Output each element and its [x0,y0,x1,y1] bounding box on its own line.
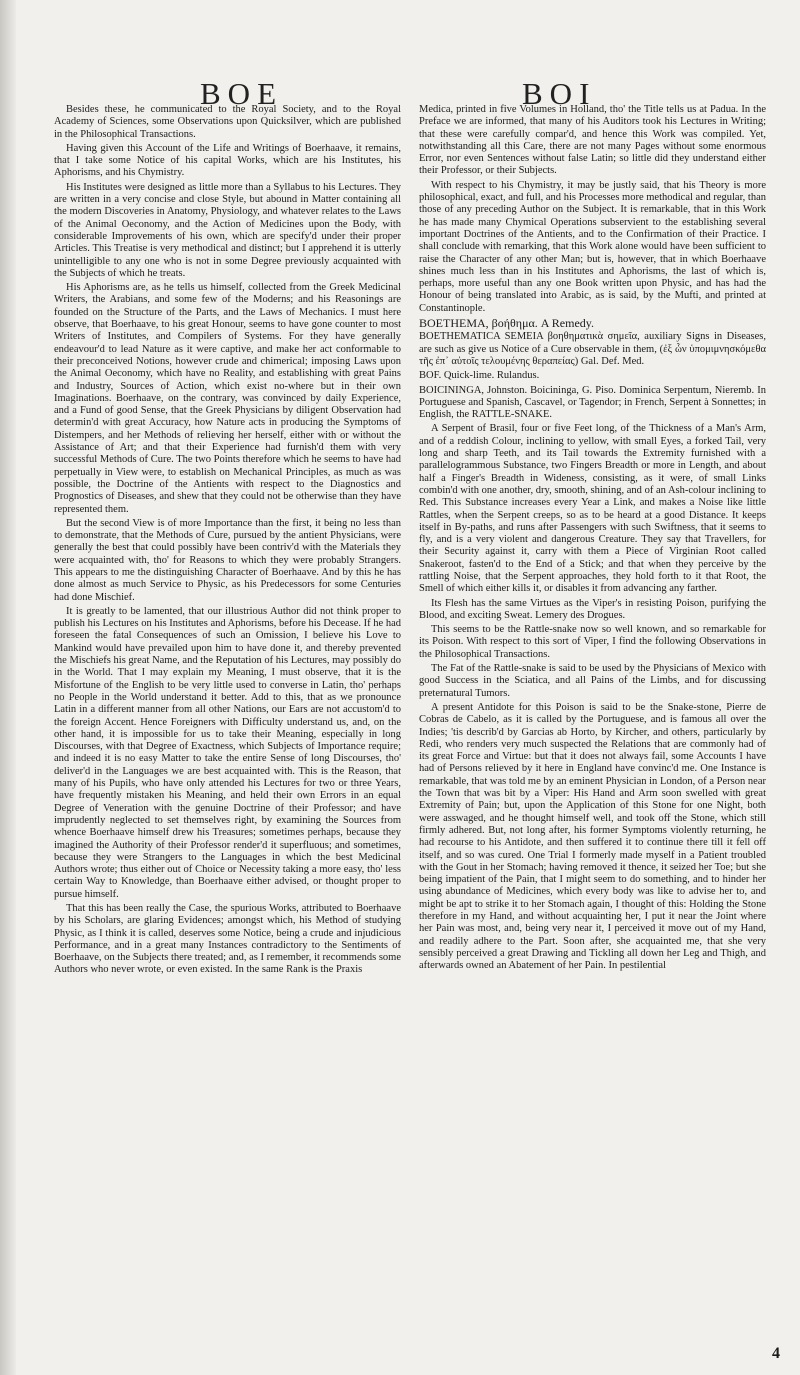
dictionary-entry: BOF. Quick-lime. Rulandus. [419,370,540,382]
paragraph: But the second View is of more Importance than the first, it being no less than to demonstrate, that the Methods of Cure, pursued by the antient Physicians, were generally the best that could possibly have been contriv'd with the Materials they were acquainted with, tho' for Reasons to which they were probably Strangers. This appears to me the distinguishing Character of Boerhaave. And by this he has done almost as much Service to Physic, as his Predecessors for some Centuries had done Mischief. [54,517,401,603]
paragraph: The Fat of the Rattle-snake is said to be used by the Physicians of Mexico with good Success in the Sciatica, and all Pains of the Limbs, and for discussing preternatural Tumors. [419,663,766,699]
paragraph: His Institutes were designed as little more than a Syllabus to his Lectures. They are written in a very concise and close Style, but abound in Matter containing all the modern Discoveries in Anatomy, Physiology, and whatever relates to the Laws of the Animal Oeconomy, and the Action of Medicines upon the Body, with considerable Improvements of his own, which are specify'd under their proper Articles. This Treatise is very methodical and distinct; but I apprehend it is utterly unintelligible to any one who is not in some Degree previously acquainted with the Subjects of which he treats. [54,181,401,279]
paragraph: This seems to be the Rattle-snake now so well known, and so remarkable for its Poison. With respect to this sort of Viper, I find the following Observations in the Philosophical Transactions. [419,624,766,660]
paragraph: A Serpent of Brasil, four or five Feet long, of the Thickness of a Man's Arm, and of a reddish Colour, inclining to yellow, with small Eyes, a forked Tail, very long and sharp Teeth, and its Tail towards the Extremity furnished with a parallelogrammous Substance, two Fingers Breadth or more in Length, and about half a Finger's Breadth in Wideness, consisting, as it were, of small Links combin'd with one another, dry, smooth, shining, and of an Ash-colour inclining to Red. This Substance increases every Year a Link, and makes a Noise like little Rattles, when the Serpent creeps, so as to be heard at a good Distance. It keeps itself in By-paths, and runs after Passengers with such Swiftness, that it seems to fly, and is a very violent and dangerous Creature. They say that Travellers, for their Security against it, carry with them a Piece of Virginian Root called Snakeroot, fasten'd to the End of a Stick; and that when they perceive by the rattling Noise, that the Serpent approaches, they hold forth to it that Root, the Smell of which either kills it, or disables it from advancing any farther. [419,423,766,595]
dictionary-entry: BOICININGA, Johnston. Boicininga, G. Piso. Dominica Serpentum, Nieremb. In Portuguese and Spanish, Cascavel, or Tagendor; in French, Serpent à Sonnettes; in English, the RATTLE-SNAKE. [419,384,766,421]
dictionary-entry: BOETHEMATICA SEMEIA βοηθηματικὰ σημεῖα, auxiliary Signs in Diseases, are such as give us Notice of a Cure observable in them, (ἐξ ὧν ὑπομιμνησκόμεθα τῆς ἐπ᾽ αὐτοῖς τελουμένης θεραπείας) Gal. Def. Med. [419,331,766,367]
paragraph: His Aphorisms are, as he tells us himself, collected from the Greek Medicinal Writers, the Arabians, and some few of the Moderns; and his Reasonings are founded on the Structure of the Parts, and the Laws of Mechanics. I must here observe, that Boerhaave, to his great Honour, seems to have gone counter to most Writers of Institutes, and Compilers of Systems. For they have generally endeavour'd to lead Nature as it were captive, and make her act conformable to their preconceived Notions, however crude and chimerical; imposing Laws upon the Animal Oeconomy, which have no Reality, and establishing with great Pains and Industry, Sources of Action, which exist no-where but in their own Imaginations. Boerhaave, on the contrary, was convinced by daily Experience, and a Fund of good Sense, that the Greek Physicians by diligent Observation had determin'd with great Accuracy, how Nature acts in producing the Symptoms of Distempers, and her Methods of relieving her herself, either with or without the Assistance of Art; and that their Experience had furnish'd them with very successful Methods of Cure. The two Points therefore which he seems to have had perpetually in View were, to establish on Mechanical Principles, as much as was possible, the Doctrine of the Antients with respect to the Diagnostics and Prognostics of Diseases, and shew that they could not be otherwise than they have represented them. [54,282,401,515]
paragraph: Besides these, he communicated to the Royal Society, and to the Royal Academy of Sciences, some Observations upon Quicksilver, which are published in the Philosophical Transactions. [54,104,401,140]
header-left-word: BOE [200,76,283,111]
left-column [54,104,401,979]
paragraph: Its Flesh has the same Virtues as the Viper's in resisting Poison, purifying the Blood, and exciting Sweat. Lemery des Drogues. [419,597,766,621]
dictionary-entry: BOETHEMA, βοήθημα. A Remedy. [419,316,595,331]
paragraph: That this has been really the Case, the spurious Works, attributed to Boerhaave by his Scholars, are glaring Evidences; amongst which, his Method of studying Physic, as I think it is called, deserves some Notice, being a crude and injudicious Performance, and in a great many Instances contradictory to the Sentiments of Boerhaave, on the Subjects there treated; and, as I remember, it recommends some Authors who never wrote, or even existed. In the same Rank is the Praxis [54,903,401,976]
page-gutter-shadow [0,0,16,1375]
paragraph: A present Antidote for this Poison is said to be the Snake-stone, Pierre de Cobras de Cabelo, as it is called by the Portuguese, and is famous all over the Indies; 'tis describ'd by Garcias ab Horto, by Kircher, and others, particularly by Redi, who renders very much suspected the Relations that are commonly had of its great Force and Virtue: but that it does not always fail, some Accounts I have had of Persons relieved by it here in England have convinc'd me. One Instance is remarkable, that was told me by an eminent Physician in London, of a Person near the Town that was bit by a Viper: His Hand and Arm soon swelled with great Extremity of Pain; but, upon the Application of this Stone for one Night, both were asswaged, and he thought himself well, and took off the Stone, which still firmly adhered. But, not long after, his former Symptoms violently returning, he had recourse to his Antidote, and then suffered it to continue there till it fell off itself, and so was cured. One Trial I formerly made myself in a Patient troubled with the Gout in her Stomach; having removed it thence, it seized her Toe; but she being impatient of the Pain, that I might seem to do something, and to hinder her using abundance of Medicines, which every body was like to advise her to, and might be apt to strike it to her Stomach again, I thought of this: Holding the Stone therefore in my Hand, and without acquainting her, I put it near the Joint where her Pain was most, and, being very near it, I perceived it move out of my Hand, and readily adhere to the Part. Soon after, she acquainted me, that she very sensibly perceived a great Drawing and Tickling all down her Leg and Thigh, and afterwards owned an Abatement of her Pain. In pestilential [419,701,766,972]
paragraph: It is greatly to be lamented, that our illustrious Author did not think proper to publish his Lectures on his Institutes and Aphorisms, before his Decease. If he had foreseen the fatal Consequences of such an Omission, I believe his Love to Mankind would have prevailed upon him to have done it, and thereby prevented the Mischiefs his great Name, and the Reputation of his Lectures, may possibly do in the World. That I may explain my Meaning, I must observe, that it is the Misfortune of the English to be very little used to converse in Latin, tho' perhaps no People in the World understand it better. Add to this, that as we pronounce Latin in a different manner from all other Nations, our Ears are not accustom'd to the foreign Accent. Hence Foreigners with Difficulty understand us, and, on the other hand, it is impossible for us to take their Meaning, especially in long Discourses, with that Degree of Exactness, which Subjects of Importance require; and indeed it is no easy Matter to take the entire Sense of long Discourses, tho' deliver'd in the Languages we are best acquainted with. This is the Reason, that many of his Pupils, who have only attended his Lectures for two or three Years, have frequently mistaken his Meaning, and held their own Errors in an equal Degree of Veneration with the genuine Doctrine of their Professor; and have imprudently neglected to set themselves right, by examining the Sources from whence Boerhaave himself drew his Treasures; sometimes perhaps, because they imagined the Authority of their Professor render'd it superfluous; and sometimes, because they were Strangers to the Languages in which the best Medicinal Authors wrote; thus either out of Choice or Necessity taking a more easy, tho' less certain Way to Knowledge, than Boerhaave either advised, or thought proper to pursue himself. [54,605,401,900]
paragraph: With respect to his Chymistry, it may be justly said, that his Theory is more philosophical, exact, and full, and his Processes more methodical and regular, than those of any preceding Author on the Subject. It is remarkable, that in this Work he has made many Chymical Operations subservient to the establishing several important Doctrines of the Antients, and to the Confirmation of their Practice. I shall conclude with remarking, that this Work alone would have been sufficient to raise the Character of any other Man; but is, however, that in which Boerhaave shines much less than in his Institutes and Aphorisms, the last of which is, perhaps, more useful than any one Book written upon Physic, and has had the Honour of being translated into Arabic, as is said, by the Mufti, and printed at Constantinople. [419,179,766,314]
paragraph: Medica, printed in five Volumes in Holland, tho' the Title tells us at Padua. In the Preface we are informed, that many of his Auditors took his Lectures in Writing; that these were carefully compar'd, and hence this Work was compiled. Yet, notwithstanding all this Care, there are not many Pages without some enormous Error, nor even Sentences without false Latin; so little did they understand either their Professor, or their Subjects. [419,104,766,177]
right-column [419,104,766,974]
header-right-word: BOI [522,76,597,111]
page-number: 4 [772,1345,780,1362]
paragraph: Having given this Account of the Life and Writings of Boerhaave, it remains, that I take some Notice of his capital Works, which are his Institutes, his Aphorisms, and his Chymistry. [54,142,401,179]
